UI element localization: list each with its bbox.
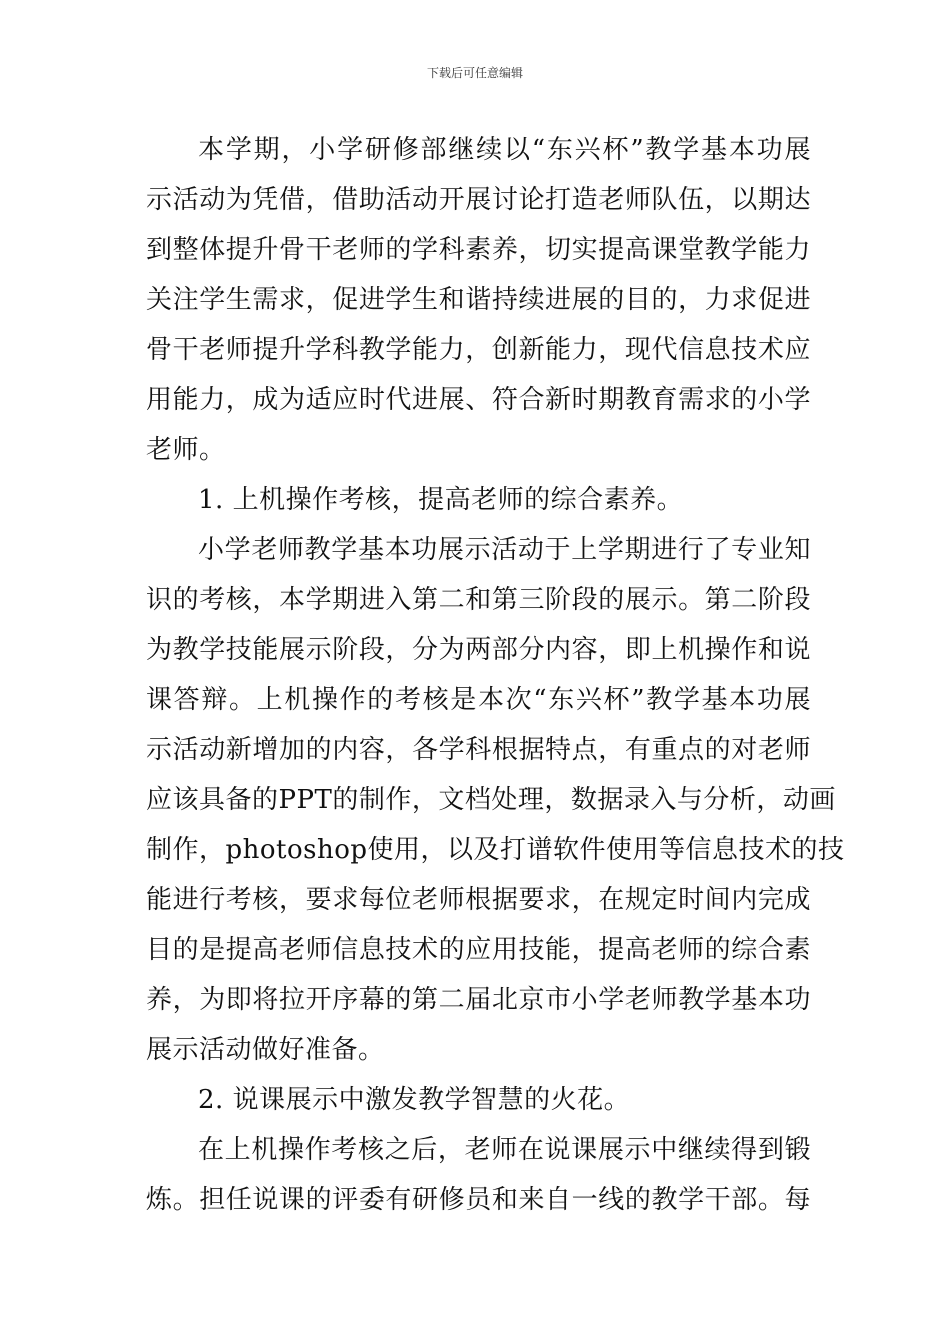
- text-line: 课答辩。上机操作的考核是本次“东兴杯”教学基本功展: [146, 685, 811, 715]
- text-line: 制作，photoshop使用，以及打谱软件使用等信息技术的技: [146, 835, 845, 865]
- text-line: 炼。担任说课的评委有研修员和来自一线的教学干部。每: [146, 1185, 811, 1215]
- document-body: [146, 125, 845, 1225]
- text-line: 能进行考核，要求每位老师根据要求，在规定时间内完成: [146, 885, 811, 915]
- text-line: 示活动新增加的内容，各学科根据特点，有重点的对老师: [146, 735, 811, 765]
- text-line: 养，为即将拉开序幕的第二届北京市小学老师教学基本功: [146, 985, 811, 1015]
- text-line: 目的是提高老师信息技术的应用技能，提高老师的综合素: [146, 935, 811, 965]
- text-line: 老师。: [146, 435, 226, 465]
- text-line: 为教学技能展示阶段，分为两部分内容，即上机操作和说: [146, 635, 811, 665]
- text-line: 用能力，成为适应时代进展、符合新时期教育需求的小学: [146, 385, 811, 415]
- text-line: 在上机操作考核之后，老师在说课展示中继续得到锻: [198, 1135, 811, 1165]
- section-heading: 2. 说课展示中激发教学智慧的火花。: [198, 1085, 631, 1115]
- text-line: 展示活动做好准备。: [146, 1035, 385, 1065]
- text-line: 到整体提升骨干老师的学科素养，切实提高课堂教学能力: [146, 235, 811, 265]
- text-line: 识的考核，本学期进入第二和第三阶段的展示。第二阶段: [146, 585, 811, 615]
- section-heading: 1. 上机操作考核，提高老师的综合素养。: [198, 485, 684, 515]
- text-line: 关注学生需求，促进学生和谐持续进展的目的，力求促进: [146, 285, 811, 315]
- text-line: 本学期，小学研修部继续以“东兴杯”教学基本功展: [198, 135, 811, 165]
- text-line: 骨干老师提升学科教学能力，创新能力，现代信息技术应: [146, 335, 811, 365]
- text-line: 应该具备的PPT的制作，文档处理，数据录入与分析，动画: [146, 785, 836, 815]
- text-line: 小学老师教学基本功展示活动于上学期进行了专业知: [198, 535, 811, 565]
- text-line: 示活动为凭借，借助活动开展讨论打造老师队伍，以期达: [146, 185, 811, 215]
- page-header: 下载后可任意编辑: [426, 66, 523, 80]
